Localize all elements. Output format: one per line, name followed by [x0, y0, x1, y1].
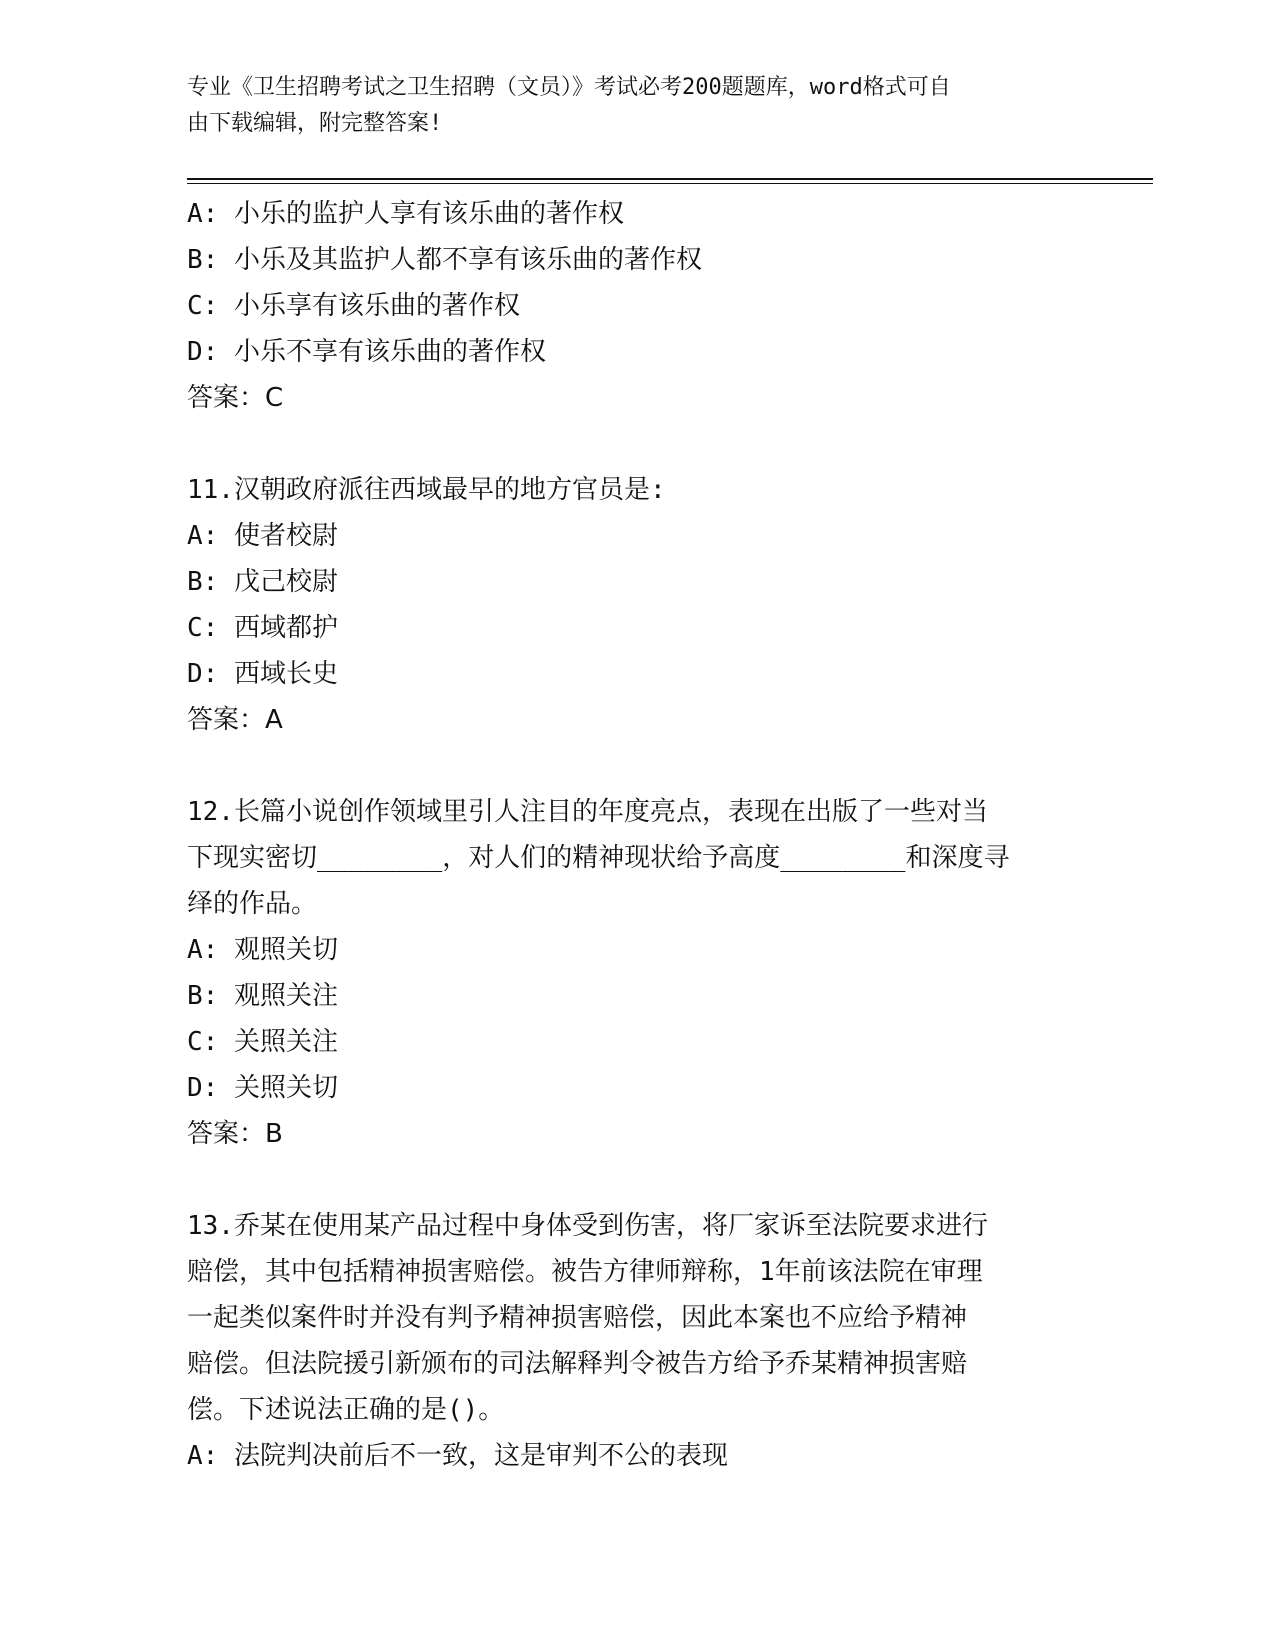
question-text-line: 偿。下述说法正确的是()。	[187, 1395, 505, 1425]
question-list	[187, 191, 1087, 1479]
option-a: A: 小乐的监护人享有该乐曲的著作权	[187, 199, 624, 229]
option-d: D: 关照关切	[187, 1073, 338, 1103]
header-line-2: 由下载编辑，附完整答案!	[187, 111, 443, 136]
question-text: 11.汉朝政府派往西域最早的地方官员是:	[187, 475, 666, 505]
option-c: C: 小乐享有该乐曲的著作权	[187, 291, 520, 321]
answer: 答案：C	[187, 383, 284, 413]
question-12	[187, 789, 1087, 1157]
header-rule-thin	[187, 183, 1153, 184]
answer: 答案：B	[187, 1119, 283, 1149]
header-rule-thick	[187, 178, 1153, 180]
option-b: B: 观照关注	[187, 981, 338, 1011]
option-c: C: 关照关注	[187, 1027, 338, 1057]
question-text-line: 13.乔某在使用某产品过程中身体受到伤害，将厂家诉至法院要求进行	[187, 1211, 988, 1241]
option-a: A: 观照关切	[187, 935, 338, 965]
header-line-1: 专业《卫生招聘考试之卫生招聘（文员）》考试必考200题题库，word格式可自	[187, 75, 951, 100]
option-c: C: 西域都护	[187, 613, 338, 643]
question-11	[187, 467, 1087, 743]
spacer	[187, 1157, 1087, 1203]
spacer	[187, 421, 1087, 467]
question-10	[187, 191, 1087, 421]
option-d: D: 小乐不享有该乐曲的著作权	[187, 337, 546, 367]
answer: 答案：A	[187, 705, 283, 735]
question-text-line: 一起类似案件时并没有判予精神损害赔偿，因此本案也不应给予精神	[187, 1303, 968, 1333]
option-a: A: 法院判决前后不一致，这是审判不公的表现	[187, 1441, 728, 1471]
question-text-line: 赔偿，其中包括精神损害赔偿。被告方律师辩称，1年前该法院在审理	[187, 1257, 983, 1287]
option-a: A: 使者校尉	[187, 521, 338, 551]
question-text-line: 下现实密切________，对人们的精神现状给予高度________和深度寻	[187, 843, 1010, 873]
option-b: B: 小乐及其监护人都不享有该乐曲的著作权	[187, 245, 702, 275]
question-text-line: 12.长篇小说创作领域里引人注目的年度亮点，表现在出版了一些对当	[187, 797, 988, 827]
option-b: B: 戊己校尉	[187, 567, 338, 597]
spacer	[187, 743, 1087, 789]
question-text-line: 绎的作品。	[187, 889, 318, 919]
question-text-line: 赔偿。但法院援引新颁布的司法解释判令被告方给予乔某精神损害赔	[187, 1349, 968, 1379]
document-header	[187, 70, 1087, 142]
question-13	[187, 1203, 1087, 1479]
option-d: D: 西域长史	[187, 659, 338, 689]
